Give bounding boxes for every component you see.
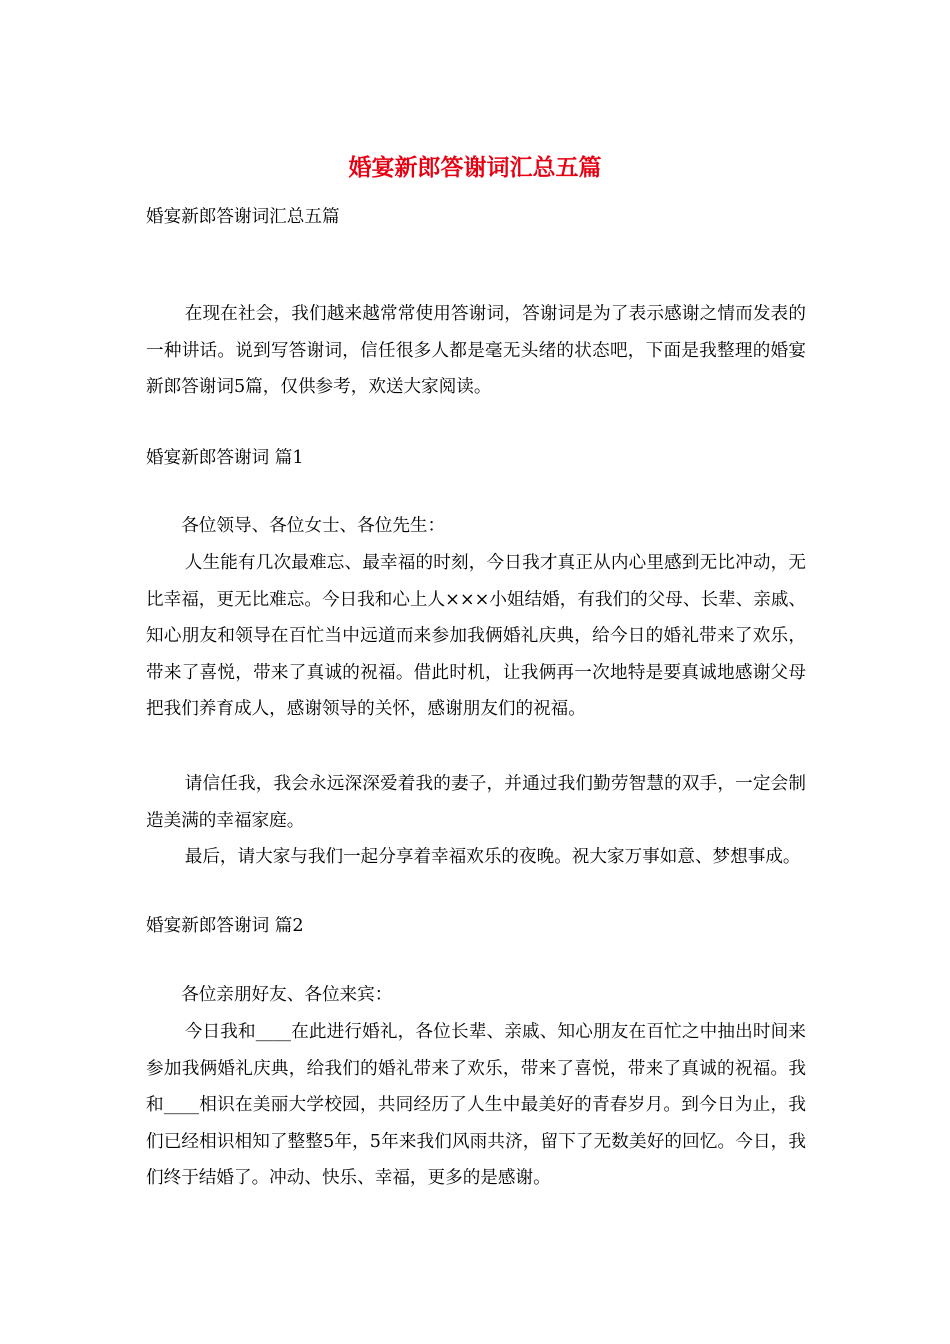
section-heading-2: 婚宴新郎答谢词 篇2 xyxy=(146,916,304,936)
intro-paragraph: 在现在社会，我们越来越常常使用答谢词，答谢词是为了表示感谢之情而发表的一种讲话。说到写答谢词，信任很多人都是毫无头绪的状态吧，下面是我整理的婚宴新郎答谢词5篇，仅供参考，欢送大家阅读。 xyxy=(146,304,806,398)
body-paragraph-1-3: 最后，请大家与我们一起分享着幸福欢乐的夜晚。祝大家万事如意、梦想事成。 xyxy=(184,847,801,867)
body-paragraph-1-1: 人生能有几次最难忘、最幸福的时刻，今日我才真正从内心里感到无比冲动，无比幸福，更无比难忘。今日我和心上人×××小姐结婚，有我们的父母、长辈、亲戚、知心朋友和领导在百忙当中远道而来参加我俩婚礼庆典，给今日的婚礼带来了欢乐，带来了喜悦，带来了真诚的祝福。借此时机，让我俩再一次地特是要真诚地感谢父母把我们养育成人，感谢领导的关怀，感谢朋友们的祝福。 xyxy=(146,553,807,720)
document-subtitle: 婚宴新郎答谢词汇总五篇 xyxy=(146,207,340,227)
document-title: 婚宴新郎答谢词汇总五篇 xyxy=(348,154,602,181)
section-heading-1: 婚宴新郎答谢词 篇1 xyxy=(146,448,304,468)
body-paragraph-2-1: 今日我和____在此进行婚礼，各位长辈、亲戚、知心朋友在百忙之中抽出时间来参加我俩婚礼庆典，给我们的婚礼带来了欢乐，带来了喜悦，带来了真诚的祝福。我和____相识在美丽大学校园，共同经历了人生中最美好的青春岁月。到今日为止，我们已经相识相知了整整5年，5年来我们风雨共济，留下了无数美好的回忆。今日，我们终于结婚了。冲动、快乐、幸福，更多的是感谢。 xyxy=(146,1022,806,1189)
salutation-1: 各位领导、各位女士、各位先生： xyxy=(181,516,446,536)
salutation-2: 各位亲朋好友、各位来宾： xyxy=(181,985,393,1005)
body-paragraph-1-2: 请信任我，我会永远深深爱着我的妻子，并通过我们勤劳智慧的双手，一定会制造美满的幸福家庭。 xyxy=(146,774,806,831)
